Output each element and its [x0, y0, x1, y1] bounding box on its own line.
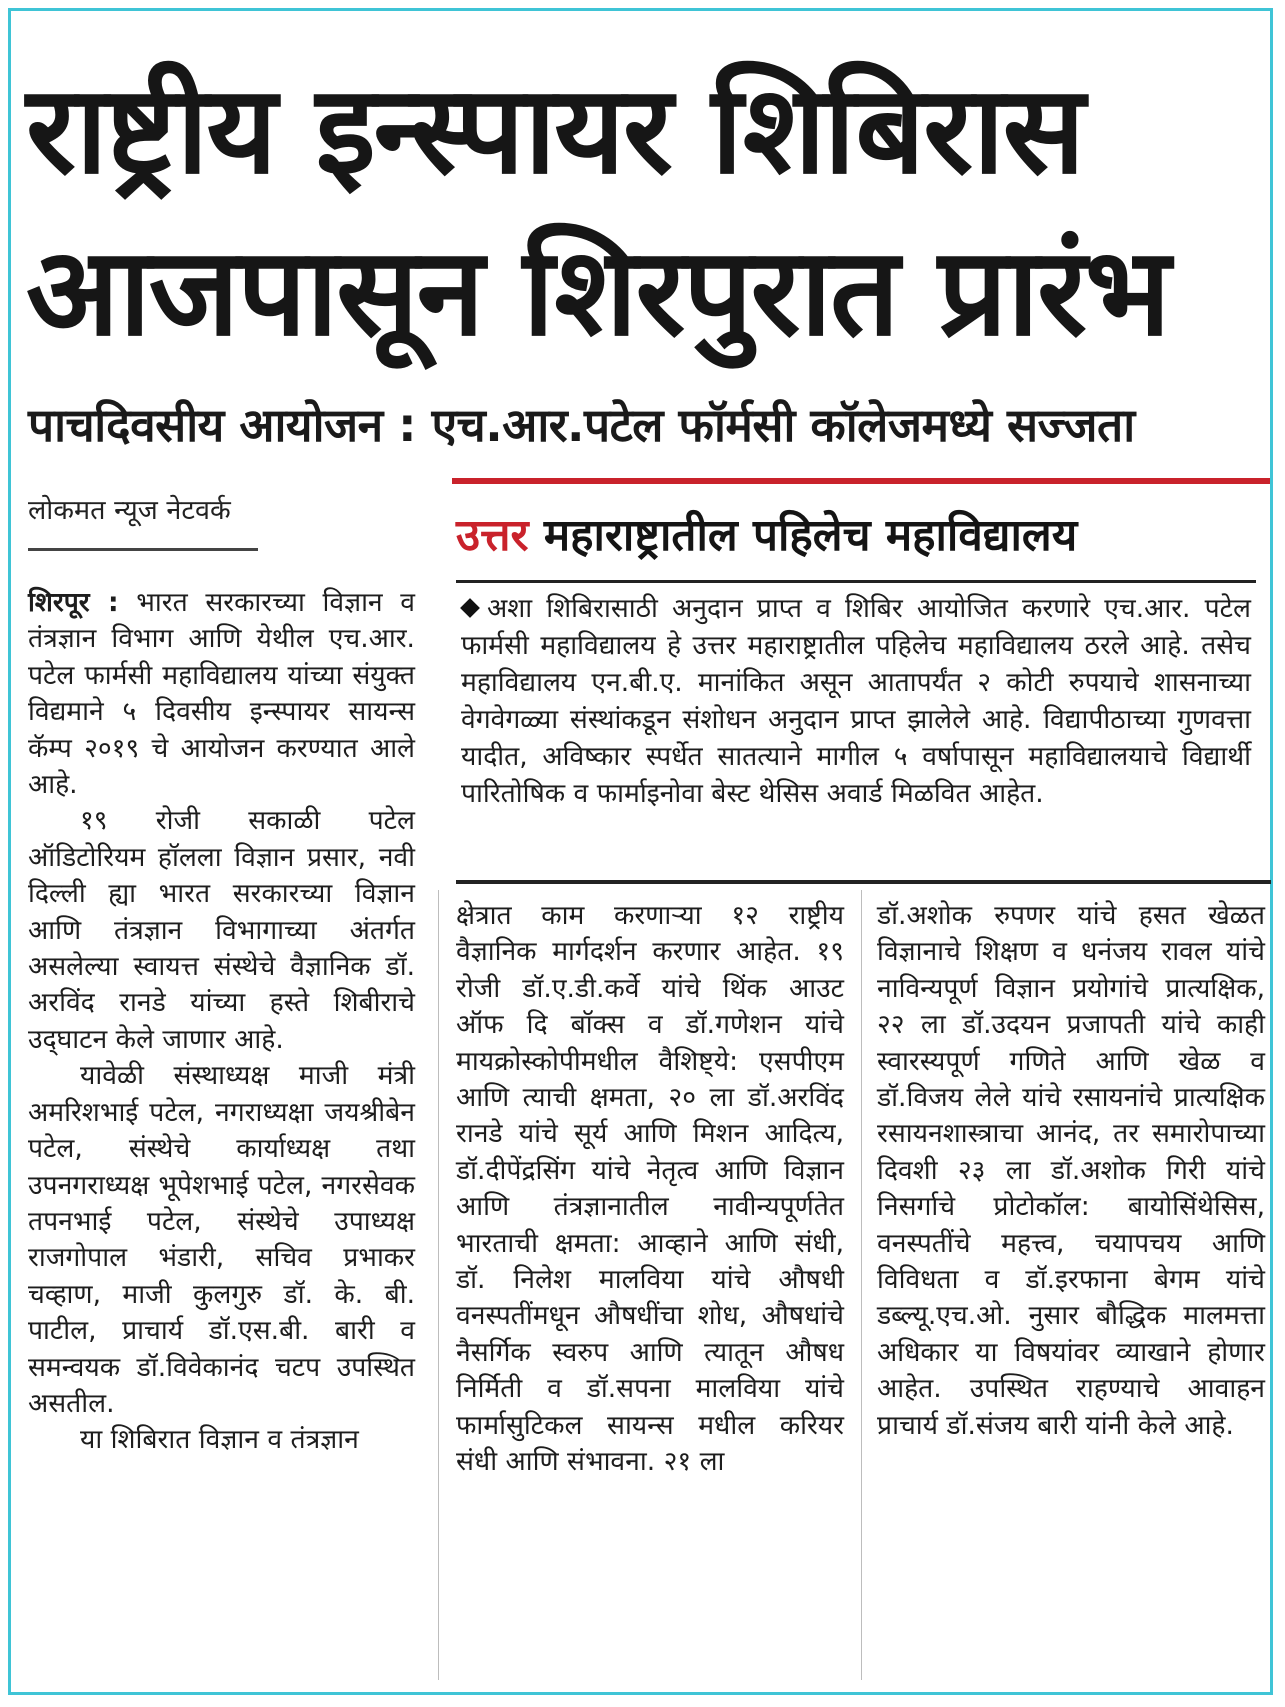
sidebar-heading-text: महाराष्ट्रातील पहिलेच महाविद्यालय — [528, 510, 1078, 561]
sidebar-body — [461, 590, 1251, 812]
subheadline: पाचदिवसीय आयोजन : एच.आर.पटेल फॉर्मसी कॉलेजमध्ये सज्जता — [28, 398, 1135, 452]
article-column-2-text: क्षेत्रात काम करणाऱ्या १२ राष्ट्रीय वैज्ञानिक मार्गदर्शन करणार आहेत. १९ रोजी डॉ.ए.डी.कर्वे यांचे थिंक आउट ऑफ दि बॉक्स व डॉ.गणेशन यांचे मायक्रोस्कोपीमधील वैशिष्ट्ये: एसपीएम आणि त्याची क्षमता, २० ला डॉ.अरविंद रानडे यांचे सूर्य आणि मिशन आदित्य, डॉ.दीपेंद्रसिंग यांचे नेतृत्व आणि विज्ञान आणि तंत्रज्ञानातील नावीन्यपूर्णतेत भारताची क्षमता: आव्हाने आणि संधी, डॉ. निलेश मालविया यांचे औषधी वनस्पतींमधून औषधींचा शोध, औषधांचे नैसर्गिक स्वरुप आणि त्यातून औषध निर्मिती व डॉ.सपना मालविया यांचे फार्मासुटिकल सायन्स मधील करियर संधी आणि संभावना. २१ ला — [456, 900, 844, 1478]
sidebar-bottom-rule — [456, 880, 1271, 884]
article-paragraph-3: यावेळी संस्थाध्यक्ष माजी मंत्री अमरिशभाई पटेल, नगराध्यक्षा जयश्रीबेन पटेल, संस्थेचे कार्याध्यक्ष तथा उपनगराध्यक्ष भूपेशभाई पटेल, नगरसेवक तपनभाई पटेल, संस्थेचे उपाध्यक्ष राजगोपाल भंडारी, सचिव प्रभाकर चव्हाण, माजी कुलगुरु डॉ. के. बी. पाटील, प्राचार्य डॉ.एस.बी. बारी व समन्वयक डॉ.विवेकानंद चटप उपस्थित असतील. — [28, 1060, 415, 1419]
article-paragraph-4: या शिबिरात विज्ञान व तंत्रज्ञान — [80, 1424, 359, 1456]
article-dateline: शिरपूर : — [28, 587, 119, 618]
headline-line-2: आजपासून शिरपुरात प्रारंभ — [26, 221, 1169, 363]
sidebar-heading-rule — [456, 580, 1256, 583]
sidebar-top-red-rule — [452, 478, 1270, 484]
sidebar-heading-accent: उत्तर — [456, 510, 529, 561]
sidebar-body-text: अशा शिबिरासाठी अनुदान प्राप्त व शिबिर आयोजित करणारे एच.आर. पटेल फार्मसी महाविद्यालय हे उत्तर महाराष्ट्रातील पहिलेच महाविद्यालय ठरले आहे. तसेच महाविद्यालय एन.बी.ए. मानांकित असून आतापर्यंत २ कोटी रुपयाचे शासनाच्या वेगवेगळ्या संस्थांकडून संशोधन अनुदान प्राप्त झालेले आहे. विद्यापीठाच्या गुणवत्ता यादीत, अविष्कार स्पर्धेत सातत्याने मागील ५ वर्षापासून महाविद्यालयाचे विद्यार्थी पारितोषिक व फार्माइनोवा बेस्ट थेसिस अवार्ड मिळवित आहेत. — [461, 593, 1251, 809]
diamond-bullet-icon — [460, 598, 480, 618]
sidebar-heading — [456, 508, 1077, 564]
article-paragraph-2: १९ रोजी सकाळी पटेल ऑडिटोरियम हॉलला विज्ञान प्रसार, नवी दिल्ली ह्या भारत सरकारच्या विज्ञान आणि तंत्रज्ञान विभागाच्या अंतर्गत असलेल्या स्वायत्त संस्थेचे वैज्ञानिक डॉ. अरविंद रानडे यांच्या हस्ते शिबीराचे उद्‌घाटन केले जाणार आहे. — [28, 805, 415, 1055]
article-column-3 — [877, 898, 1265, 1444]
byline: लोकमत न्यूज नेटवर्क — [28, 495, 231, 526]
column-divider-2 — [861, 890, 862, 1680]
column-divider-1 — [438, 890, 439, 1680]
byline-divider — [28, 548, 258, 551]
article-column-1 — [28, 585, 415, 1459]
article-paragraph-1 — [28, 585, 415, 803]
headline-line-1: राष्ट्रीय इन्स्पायर शिबिरास — [26, 59, 1084, 201]
article-column-2 — [456, 898, 844, 1481]
article-paragraph-1-text: भारत सरकारच्या विज्ञान व तंत्रज्ञान विभाग आणि येथील एच.आर. पटेल फार्मसी महाविद्यालय यांच्या संयुक्त विद्यमाने ५ दिवसीय इन्स्पायर सायन्स कॅम्प २०१९ चे आयोजन करण्यात आले आहे. — [28, 587, 415, 801]
article-column-3-text: डॉ.अशोक रुपणर यांचे हसत खेळत विज्ञानाचे शिक्षण व धनंजय रावल यांचे नाविन्यपूर्ण विज्ञान प्रयोगांचे प्रात्यक्षिक, २२ ला डॉ.उदयन प्रजापती यांचे काही स्वारस्यपूर्ण गणिते आणि खेळ व डॉ.विजय लेले यांचे रसायनांचे प्रात्यक्षिक रसायनशास्त्राचा आनंद, तर समारोपाच्या दिवशी २३ ला डॉ.अशोक गिरी यांचे निसर्गाचे प्रोटोकॉल: बायोसिंथेसिस, वनस्पतींचे महत्त्व, चयापचय आणि विविधता व डॉ.इरफाना बेगम यांचे डब्ल्यू.एच.ओ. नुसार बौद्धिक मालमत्ता अधिकार या विषयांवर व्याखाने होणार आहेत. उपस्थित राहण्याचे आवाहन प्राचार्य डॉ.संजय बारी यांनी केले आहे. — [877, 900, 1265, 1441]
